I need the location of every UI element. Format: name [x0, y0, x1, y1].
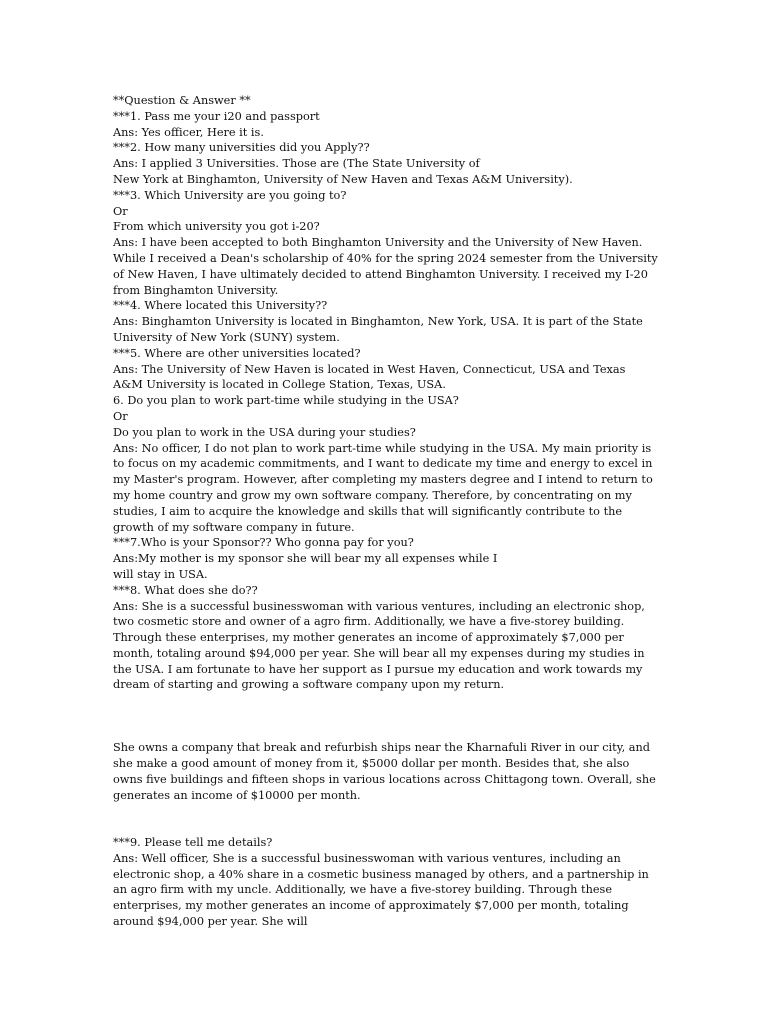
answer-paragraph: Ans: Well officer, She is a successful businesswoman with various ventures, including an electronic shop, a 40% share in a cosmetic business managed by others, and a partnership in an agro firm with my uncle. Additionally, we have a five-storey building. Through these enterprises, my mother generates an income of approximately $7,000 per month, totaling around $94,000 per year. She will	[113, 851, 649, 929]
text-line: will stay in USA.	[113, 567, 208, 581]
text-line: ***4. Where located this University??	[113, 299, 328, 313]
text-line: ***1. Pass me your i20 and passport	[113, 109, 320, 123]
question-line: ***9. Please tell me details?	[113, 836, 273, 850]
text-line: Ans:My mother is my sponsor she will bear my all expenses while I	[113, 552, 498, 566]
text-line: Or	[113, 409, 128, 423]
text-line: Or	[113, 204, 128, 218]
document-page	[113, 93, 658, 930]
text-line: ***8. What does she do??	[113, 583, 258, 597]
answer-paragraph: She owns a company that break and refurbish ships near the Kharnafuli River in our city, and she make a good amount of money from it, $5000 dollar per month. Besides that, she also owns five buildings and fifteen shops in various locations across Chittagong town. Overall, she generates an income of $10000 per month.	[113, 741, 656, 802]
text-line: Do you plan to work in the USA during your studies?	[113, 425, 416, 439]
blank-gap	[113, 693, 658, 740]
text-line: ***5. Where are other universities located?	[113, 346, 361, 360]
answer-paragraph: Ans: No officer, I do not plan to work part-time while studying in the USA. My main priority is to focus on my academic commitments, and I want to dedicate my time and energy to excel in my Master's program. However, after completing my masters degree and I intend to return to my home country and grow my own software company. Therefore, by concentrating on my studies, I aim to acquire the knowledge and skills that will significantly contribute to the growth of my software company in future.	[113, 441, 653, 534]
text-line: New York at Binghamton, University of New Haven and Texas A&M University).	[113, 172, 573, 186]
text-line: From which university you got i-20?	[113, 220, 320, 234]
text-line: Ans: Yes officer, Here it is.	[113, 125, 264, 139]
document-heading: **Question & Answer **	[113, 94, 251, 107]
answer-paragraph: Ans: She is a successful businesswoman with various ventures, including an electronic shop, two cosmetic store and owner of a agro firm. Additionally, we have a five-storey building. Through these enterprises, my mother generates an income of approximately $7,000 per month, totaling around $94,000 per year. She will bear all my expenses during my studies in the USA. I am fortunate to have her support as I pursue my education and work towards my dream of starting and growing a software company upon my return.	[113, 599, 645, 692]
answer-paragraph: Ans: Binghamton University is located in Binghamton, New York, USA. It is part of the State University of New York (SUNY) system.	[113, 315, 643, 344]
text-line: ***2. How many universities did you Apply??	[113, 141, 370, 155]
text-line: Ans: I applied 3 Universities. Those are (The State University of	[113, 157, 480, 171]
text-line: ***3. Which University are you going to?	[113, 188, 347, 202]
answer-paragraph: Ans: I have been accepted to both Binghamton University and the University of New Haven. While I received a Dean's scholarship of 40% for the spring 2024 semester from the University of New Haven, I have ultimately decided to attend Binghamton University. I received my I-20 from Binghamton University.	[113, 236, 658, 297]
blank-gap	[113, 803, 658, 835]
text-line: ***7.Who is your Sponsor?? Who gonna pay for you?	[113, 536, 414, 550]
text-line: 6. Do you plan to work part-time while studying in the USA?	[113, 394, 459, 408]
answer-paragraph: Ans: The University of New Haven is located in West Haven, Connecticut, USA and Texas A&M University is located in College Station, Texas, USA.	[113, 362, 626, 392]
